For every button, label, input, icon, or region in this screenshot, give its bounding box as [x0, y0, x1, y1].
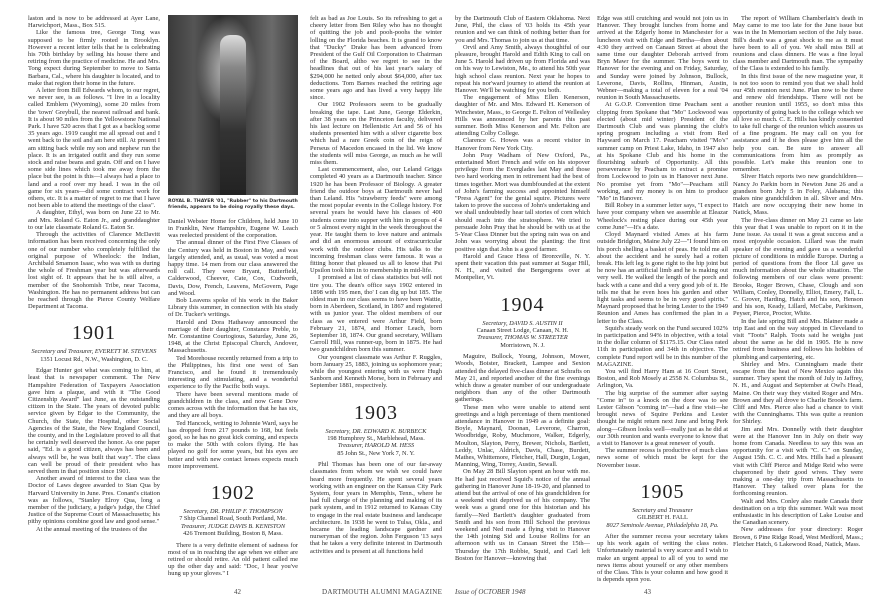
- article-paragraph: The five-class dinner on May 21 came so late this year that I was unable to report on it in the June issue. As usual it was a great success and a most enjoyable occasion. Lillard was the main speaker of the evening and gave us a wonderful picture of conditions in middle Europe. During a period of questions from the floor Lil gave us much information about the whole situation. The following members of our class were present: Brooks, Roger Brown, Chase, Clough and son William, Conley, Donnelly, Elliot, Emery, Fall, L. C. Grover, Harding, Hatch and his son, Henson and his son, Keady, Lillard, McCabe, Parkinson, Peyser, Pierce, Proctor, White.: [733, 216, 863, 318]
- page-number-left: 42: [234, 588, 241, 596]
- article-paragraph: Edgar Hunter got what was coming to him, at least that is newspaper comment. The New Hampshire Federation of Taxpayers Association gave him a plaque, and with it "The Good Citizenship Award" last June, as the outstanding citizen in the State. The years of devoted public service given by Edgar to the Community, the Church, the State, the Hospital, other Social Agencies of the State, the New England Council, the county, and in the Legislature proved to all that he certainly well deserved the honor. As one paper said, "Ed. is a good citizen, always has been and always will be, he was built that way". The class can well be proud of their president who has served them in that position since 1901.: [28, 367, 160, 475]
- left-page-column-1: [28, 15, 160, 533]
- photo-royal-thayer: [168, 15, 298, 195]
- officer-line: Secretary, DR. EDWARD K. BURBECK: [325, 427, 427, 435]
- officer-line: Treasurer, HAROLD M. HESS: [337, 442, 415, 450]
- article-paragraph: After the summer recess your secretary takes up his work again of writing the class notes. Unfortunately material is very scarce and I wish to make an urgent appeal to all of you to send me news items about yourself or any other members of the Class. This is your column and how good it is depends upon you.: [597, 533, 728, 584]
- officer-line: Morristown, N. J.: [500, 341, 545, 349]
- article-paragraph: Bob Leavens spoke of his work in the Baker Library this summer, in connection with his study of Dr. Tucker's writings.: [168, 297, 298, 319]
- article-paragraph: A daughter, Ethyl, was born on June 22 to Mr. and Mrs. Roland G. Eaton Jr., and granddaughter to our late classmate Roland G. Eaton Sr.: [28, 209, 160, 231]
- article-paragraph: Sliver Hatch reports two new grandchildren—Nancy Jo Parkin born in Newton June 26 and a grandson born July 5 in Foley, Alabama; this makes nine grandchildren in all. Sliver and Mrs. Hatch are now occupying their new home in Natick, Mass.: [733, 173, 863, 217]
- officer-line: GILBERT H. FALL: [637, 514, 688, 522]
- officer-line: Secretary and Treasurer, EVERETT M. STEVENS: [31, 348, 157, 356]
- page-number-right: 43: [644, 588, 651, 596]
- photo-figure: [220, 35, 246, 195]
- article-paragraph: Cloyd Maynard visited Ames at his farm outside Bridgton, Maine July 22—"I found him on his porch shelling a basket of peas. He told me all about the accident and he surely had a rotten break. His left leg is gone right to the hip joint but he now has an artificial limb and he is making out very well. He walked the length of the porch and back with a cane and did a very good job of it. He tells me that he even hoes his garden and other light tasks and seems to be in very good spirits." Maynard proposed that he bring Lester to the 1949 Reunion and Ames has confirmed the plan in a letter to the Class.: [597, 231, 728, 325]
- article-paragraph: Our 1902 Professors seem to be gradually breaking the tape. Last June, George Elderkin, after 38 years on the Princeton faculty, delivered his last lecture on Hellenistic Art and 56 of his students presented him with a silver cigarette box which had a rare Greek coin of the reign of Perseus of Macedon encased in the lid. We know the students will miss George, as much as he will miss them.: [310, 101, 442, 167]
- officer-line: Secretary, DR. PHILIP F. THOMPSON: [183, 507, 283, 515]
- class-officers: [310, 428, 442, 458]
- article-paragraph: Edge was still crutching and would not join us in Hanover. They brought lunches from home and arrived at the Edgerly home in Manchester for a luncheon visit with Edge and Bertha—then about 4:30 they arrived on Canaan Street at about the same time our daughter Deborah arrived from Bryn Mawr for the summer. The boys went to Hanover for the evening and on Friday, Saturday, and Sunday were joined by Johnson, Bullock, Leverone, Davis, Rollins, Hinman, Austin, Webner—making a total of eleven for a real '04 reunion in South Massachusetts.: [597, 15, 728, 102]
- class-year-heading: 1901: [72, 322, 116, 345]
- officer-line: Canaan Street Lodge, Canaan, N. H.: [476, 326, 569, 334]
- article-paragraph: I promised a list of class statistics but will not tire you. The dean's office says 1902 entered in 1898 with 195 men, tho' I can dig up but 185. The oldest man in our class seems to have been Wattie, born in Aberdeen, Scotland, in 1867 and registered with us junior year. The oldest members of our class as we entered were Arthur Field, born February 21, 1874, and Homer Leach, born September 18, 1874. Our grand secretary, William Carroll Hill, was runner-up, born in 1875. He had two grandchildren born this summer.: [310, 274, 442, 354]
- issue-date: Issue of OCTOBER 1948: [455, 588, 526, 596]
- class-officers: [168, 508, 298, 538]
- officer-line: 7 Ship Channel Road, South Portland, Me.: [179, 515, 287, 523]
- article-paragraph: At G.O.P. Convention time Peacham sent a clipping from Spokane that "Mo" Lockwood was elected (about mid winter) President of the Dartmouth Club and was planning the club's spring program including a visit from Red Hayward on March 17. Peacham visited "Mo's" summer camp on Priest Lake, Idaho, in 1947 also at his Spokane Club and his home in the flourishing suburb of Opportunity. All this perseverance by Peacham to extract a promise from Lockwood to join us in Hanover next June. No promise yet from "Mo"—Peacham still working, and my money is on him to produce "Mo" in Hanover.: [597, 101, 728, 203]
- article-paragraph: laston and is now to be addressed at Ayer Lane, Harwichport, Mass., Box 515.: [28, 15, 160, 30]
- right-page-column-1: [455, 15, 590, 562]
- class-officers: [28, 348, 160, 363]
- article-paragraph: Orvil and Amy Smith, always thoughtful of our pleasure, brought Harold and Edith King to call on June 5. Harold had driven up from Florida and was on his way to Lewiston, Me., to attend his 50th year high school class reunion. Next year he hopes to repeat his nor'ward journey to attend the reunion at Hanover. We'll be watching for you both.: [455, 43, 590, 95]
- article-paragraph: Another award of interest to the class was the Doctor of Laws degree awarded to Stan Qua by Harvard University in June. Pres. Conant's citation was as follows, "Stanley Elroy Qua, long a member of the judiciary, a judge's judge, the Chief Justice of the Supreme Court of Massachusetts; his pithy opinions combine good law and good sense.": [28, 475, 160, 526]
- article-paragraph: Jim and Mrs. Donnelly with their daughter were at the Hanover Inn in July on their way home from Canada. Needless to say this was an opportunity for a visit with "C. C." on Sunday, August 15th. C. C. and Mrs. Hills had a pleasant visit with Cliff Pierce and Midge Reid who were chaperoned by their good wives. They were making a one-day trip from Massachusetts to Hanover. They talked over plans for the forthcoming reunion.: [733, 425, 863, 498]
- article-paragraph: The big surprise of the summer after saying "Come in" to a knock on the door was to see Lester Gibson "coming in"—had a fine visit—he brought news of Squire Perkins and Lester thought he might return next June and bring Perk along—Gibson looks well—really just as he did at our 30th reunion and wants everyone to know that a visit to Hanover is a great renewer of youth.: [597, 389, 728, 447]
- officer-line: Secretary and Treasurer: [632, 506, 693, 514]
- article-paragraph: There is a very definite element of sadness for most of us in reaching the age when we either are retired or should retire. An old patient called me up the other day and said: "Doc, I hear you've hung up your gloves." I: [168, 541, 298, 578]
- article-paragraph: Our youngest classmate was Arthur F. Ruggles, born January 25, 1883, joining us sophomore year; while the youngest entering with us were Hugh Sanborn and Kenneth Morse, born in February and September 1881, respectively.: [310, 353, 442, 390]
- article-paragraph: Walt and Mrs. Conley also made Canada their destination on a trip this summer. Walt was most enthusiastic in his description of Lake Louise and the Canadian scenery.: [733, 497, 863, 527]
- left-page-column-2: [168, 199, 298, 578]
- officer-line: 8027 Seminole Avenue, Philadelphia 18, Pa.: [606, 521, 719, 529]
- article-paragraph: The engagement of Miss Ellen Kenerson, daughter of Mr. and Mrs. Edward H. Kenerson of Winchester, Mass., to George E. Felton of Wellesley Hills was announced by her parents this past summer. Both Miss Kenerson and Mr. Felton are attending Colby College.: [455, 94, 590, 138]
- officer-line: Treasurer, JUDGE DAVIS B. KENISTON: [180, 522, 286, 530]
- class-year-heading: 1905: [640, 480, 685, 503]
- article-paragraph: felt as bad as Joe Louis. So its refreshing to get a cheery letter from Ben Riley who has no thought of quitting the job and pooh-poohs the winter lolling on the Florida beaches. It is grand to know that "Ducky" Drake has been advanced from President of the Gulf Oil Corporation to Chairman of the Board, altho we regret to see in the headlines that out of his last year's salary of $294,000 he netted only about $64,000, after tax deductions. Tom Barnes reached the retiring age some years ago and has lived a very happy life since.: [310, 15, 442, 102]
- officer-line: 426 Tremont Building, Boston 8, Mass.: [183, 530, 283, 538]
- article-paragraph: Last commencement, also, our Leland Griggs completed 40 years as a Dartmouth teacher. Since 1920 he has been Professor of Biology. A greater friend the outdoor boys at Dartmouth never had than Leland. His "strawberry feeds" were among the most popular events in the College history. For several years he would have his classes of 400 students come into supper with him in groups of 4 or 5 almost every night in the week throughout the year. He taught them to love nature and animals and did an enormous amount of extracurricular work with the outdoor clubs. His talks to the incoming freshman class were famous. It was a fitting honor that pleased us all to know that Psi Upsilon took him in to membership in mid-life.: [310, 166, 442, 275]
- article-paragraph: by the Dartmouth Club of Eastern Oklahoma. Next June, Phil, the class of '03 holds its 45th year reunion and we can think of nothing better than for you and Mrs. Thomas to join us at that time.: [455, 15, 590, 44]
- officer-line: Secretary, DAVID S. AUSTIN II: [482, 319, 563, 327]
- article-paragraph: In the late spring Bill and Mrs. Blatner made a trip East and on the way stopped in Cleveland to visit "Toots" Ralph. Toots said he weighs just about the same as he did in 1905. He is now retired from business and follows his hobbies of plumbing and carpentering, etc.: [733, 317, 863, 361]
- class-officers: [455, 320, 590, 350]
- article-paragraph: Harold and Dora Hathaway announced the marriage of their daughter, Constance Preble, to Mr. Constantine Courtogious, Saturday, June 26, 1948, at the Christ Episcopal Church, Andover, Massachusetts.: [168, 318, 298, 355]
- photo-caption: ROYAL B. THAYER '01, "Rubber" to his Dartmouth friends, appears to be doing royally these days.: [168, 199, 298, 211]
- article-paragraph: Clarence G. Howes was a recent visitor in Hanover from New York City.: [455, 137, 590, 152]
- article-paragraph: Ted Morehouse recently returned from a trip to the Philippines, his first one west of San Francisco, and he found it tremendously interesting and stimulating, and a wonderful experience to fly the Pacific both ways.: [168, 354, 298, 391]
- class-year-heading: 1904: [500, 293, 545, 316]
- article-paragraph: A letter from Bill Edwards whom, to our regret, we never see, is as follows. "I live in a locality called Emblem (Wyoming), some 20 miles from the 'town' Greybull, the nearest railroad and bank. It is about 90 miles from the Yellowstone National Park. I have 520 acres that I got as a backlog some 35 years ago. 1919 caught me all spread out and I went back to the soil and am here still. At present I am sitting back while my son and nephew run the place. It is an irrigated outfit and they run some stock and raise beans and grain. Off and on I have some side lines which took me away from the place but the point is this—I always had a place to land and a roof over my head. I was in the oil game for six years—did some contract work for others, etc. It is a matter of regret to me that I have not been able to attend the meetings of the class".: [28, 87, 160, 210]
- right-page-column-2: [597, 15, 728, 583]
- article-paragraph: The report of William Chamberlain's death in May came to me too late for the June issue but was in the In Memoriam section of the July issue. Bill's death was a great shock to me as it must have been to all of you. We shall miss Bill at reunions and class dinners. He was a fine loyal class member and Dartmouth man. The sympathy of the Class is extended to his family.: [733, 15, 863, 73]
- article-paragraph: Daniel Webster Home for Children, held June 10 in Franklin, New Hampshire, Eugene W. Leach was reelected president of the corporation.: [168, 217, 298, 240]
- officer-line: 198 Humphrey St., Marblehead, Mass.: [327, 434, 425, 442]
- article-paragraph: Maguire, Bullock, Young, Johnson, Mower, Woods, Boister, Brackett, Lampee and Sexton attended the delayed five-class dinner at Schrafts on May 21, and reported another of the fine evenings which draw a greater number of our undergraduate neighbors than any of the other Dartmouth gatherings.: [455, 353, 590, 404]
- article-paragraph: John Pray Wadham of New Oxford, Pa., entertained Mort French and wife on his stopover privilege from the Everglades last May and those two hard working men in retirement had the best of times together. Mort was dumbfounded at the extent of John's farming success and appointed himself "Press Agent" for the genial squire. Pictures were taken to prove the success of John's undertaking and we shall undoubtedly hear tall stories of corn which should reach into the stratosphere. We tried to persuade John Pray that he should be with us at the 5-Year Class Dinner but the spring rain was on and John was worrying about the planting: the first positive sign that John is a good farmer.: [455, 151, 590, 253]
- article-paragraph: The summer recess is productive of much class news some of which must be kept for the November issue.: [597, 447, 728, 469]
- article-paragraph: There have been several mentions made of grandchildren in the class, and now Gene Dow comes across with the information that he has six, and they are all boys.: [168, 390, 298, 420]
- article-paragraph: On May 28 Bill Slayton spent an hour with me. He had just received Squid's notice of the annual gathering in Hanover June 18-19-20, and planned to attend but the arrival of one of his grandchildren for a weekend visit deprived us of his company. The week was a grand one for this historian and his family—Ned Bartlett's daughter graduated from Smith and his son from Hill School the previous weekend and Ned made a flying visit to Hanover the 14th joining Sid and Louise Rollins for an afternoon with us in Canaan Street the 15th—Thursday the 17th Robbie, Squid, and Carl left Boston for Hanover—knowing that: [455, 468, 590, 562]
- article-paragraph: These men who were unable to attend sent greetings and a high percentage of them mentioned attendance in Hanover in 1949 as a definite goal: Boyle, Maynard, Doonan, Leverone, Charron, Woodbridge, Roby, Muchmore, Walker, Edgerly, Moulton, Slayton, Perry, Brewer, Nichols, Bartlett, Leddy, Unlac, Aldrich, Davis, Chase, Burdett, Mathes, Whittemore, Fletcher, Hall, Durgin, Logan, Manning, Wing, Torrey, Austin, Sewall.: [455, 403, 590, 469]
- article-paragraph: At the annual meeting of the trustees of the: [36, 525, 148, 533]
- article-paragraph: Ted Hancock, writing to Johnnie Ward, says he has dropped from 217 pounds to 168, but feels good, so he has no great kick coming, and expects to make the 50th with colors flying. He has played no golf for some years, but his eyes are better and with new contact lenses expects much more improvement.: [168, 419, 298, 470]
- article-paragraph: Phil Thomas has been one of our far-away classmates from whom we wish we could have heard more frequently. He spent several years working with an engineer on the Kansas City Park System, four years in Memphis, Tenn., where he had full charge of the planning and making of its park system, and in 1912 returned to Kansas City to engage in the real estate business and landscape architecture. In 1938 he went to Tulsa, Okla., and became the leading landscape gardner and nurseryman of the region. John Ferguson '13 says that he takes a very definite interest in Dartmouth activities and is present at all functions held: [310, 461, 442, 555]
- article-paragraph: Harold and Grace Hess of Bronxville, N. Y. spent their vacation this past summer at Sugar Hill, N. H., and visited the Bergengrens over at Montpelier, Vt.: [455, 252, 590, 282]
- article-paragraph: Through the activities of Clarence McDavitt information has been received concerning the only one of our number who completely fulfilled the original purpose of Wheelock: the Indian, Archibald Smamon Isaac, who was with us during the whole of Freshman year but was afterwards lost sight of. It appears that he is still alive, a member of the Snohomish Tribe, near Tacoma, Washington. He has no permanent address but can be reached through the Pierce County Welfare Department at Tacoma.: [28, 231, 160, 311]
- article-paragraph: Shirley and Mrs. Cunningham made their escape from the heat of New Mexico again this summer. They spent the month of July in Jaffrey, N. H., and August and September at Owl's Head, Maine. On their way they visited Roger and Mrs. Brown and they all drove to Charlie Brook's farm. Cliff and Mrs. Pierce also had a chance to visit with the Cunninghams. This was quite a reunion for Shirley.: [733, 360, 863, 426]
- officer-line: 85 John St., New York 7, N. Y.: [337, 449, 415, 457]
- left-page-column-3: [310, 15, 442, 555]
- officer-line: Treasurer, THOMAS W. STREETER: [477, 334, 568, 342]
- article-paragraph: In this first issue of the new magazine year, it is not too soon to remind you that we shall hold our 45th reunion next June. Plan now to be there and renew old friendships. There will not be another reunion until 1955, so don't miss this opportunity of going back to the college which we all love so much. C. E. Hills has kindly consented to take full charge of the reunion which assures us of a fine program. He may call on you for assistance and if he does please give him all the help you can. Be sure to answer all communications from him as promptly as possible. Let's make this reunion one to remember.: [733, 72, 863, 174]
- class-officers: [597, 507, 728, 529]
- right-page-column-3: [733, 15, 863, 548]
- magazine-title: DARTMOUTH ALUMNI MAGAZINE: [322, 588, 443, 596]
- article-paragraph: New addresses for your directory: Roger Brown, 6 Pine Ridge Road, West Medford, Mass.; Fletcher Hatch, 6 Lakewood Road, Natick, Mass.: [733, 526, 863, 548]
- class-year-heading: 1902: [211, 481, 255, 504]
- article-paragraph: The annual dinner of the First Five Classes of the Century was held in Boston in May, and was largely attended, and, as usual, was voted a most happy time. 14 men from our class answered the roll call. They were Bryant, Butterfield, Calderwood, Cheever, Cate, Cox, Cudworth, Davis, Dow, French, Leavens, McGovern, Page and Wood.: [168, 239, 298, 297]
- class-year-heading: 1903: [354, 401, 398, 424]
- article-paragraph: Like the famous tree, George Tong was supposed to be firmly rooted in Brooklyn. However a recent letter tells that he is celebrating his 70th birthday by selling his house there and retiring from the practice of medicine. He and Mrs. Tong expect during September to move to Santa Barbara, Cal., where his daughter is located, and to make that region their home in the future.: [28, 29, 160, 87]
- officer-line: 1351 Locust Rd., N.W., Washington, D. C.: [40, 355, 148, 363]
- article-paragraph: Squid's steady work on the Fund secured 102% in participation and 94% in objective, with a total in the dollar column of $1175.15. Our Class rated 11th in participation and 34th in objective. The complete Fund report will be in this number of the MAGAZINE.: [597, 324, 728, 368]
- article-paragraph: You will find Harry Ham at 16 Court Street, Boston, and Rob Mosely at 2558 N. Columbus St., Arlington, Va.: [597, 367, 728, 390]
- article-paragraph: Bill Robey in a summer letter says, "I expect to have your company when we assemble at Eleazar Wheelock's resting place during our 45th year come June"—It's a date.: [597, 202, 728, 231]
